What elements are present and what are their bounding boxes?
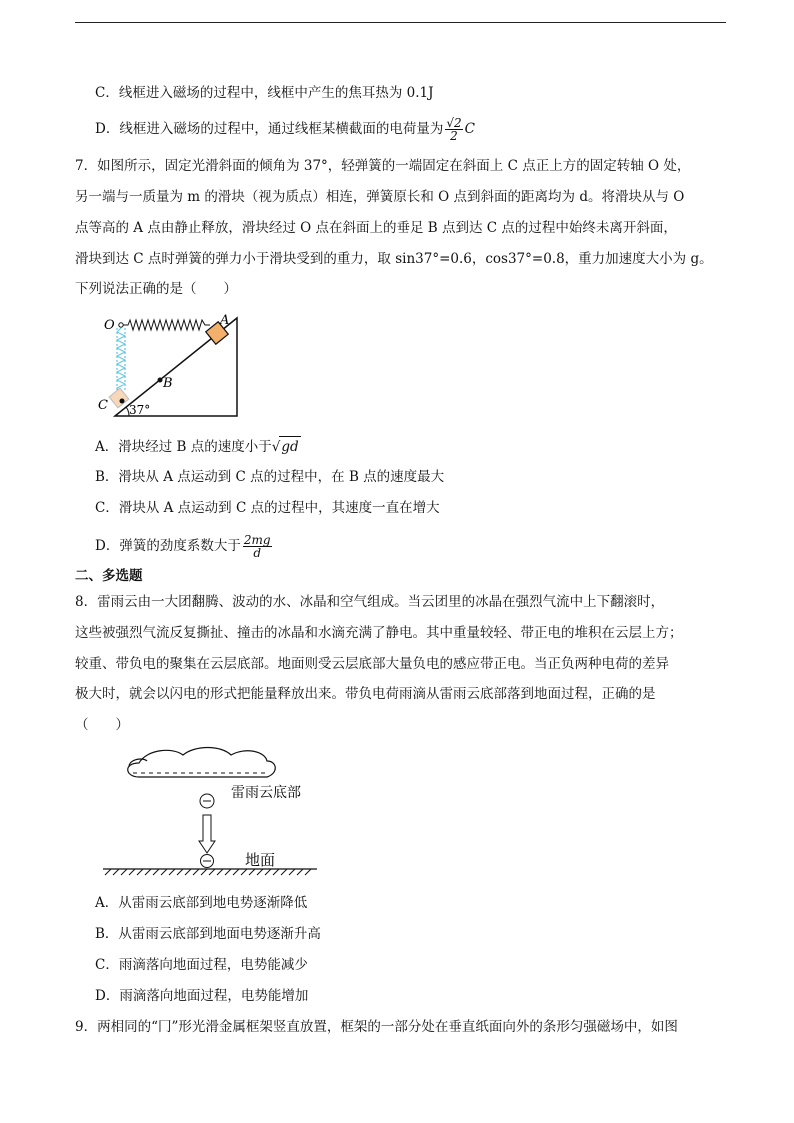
unit-symbol: C [464, 121, 475, 137]
q7-option-d-text: D．弹簧的劲度系数大于 [95, 538, 241, 554]
label-a: A [220, 313, 230, 328]
pivot-o [119, 323, 123, 327]
q8-stem-line-1: 8．雷雨云由一大团翻腾、波动的水、冰晶和空气组成。当云团里的冰晶在强烈气流中上下翻滚时， [75, 594, 665, 610]
q8-stem-line-4: 极大时，就会以闪电的形式把能量释放出来。带负电荷雨滴从雷雨云底部落到地面过程，正确的是 [75, 686, 656, 702]
fraction-denominator: d [253, 546, 262, 560]
q7-option-d-fraction [243, 534, 272, 559]
q8-stem-line-5: （ ） [75, 717, 129, 733]
label-o: O [104, 318, 115, 333]
fraction-denominator: 2 [450, 129, 458, 143]
q6-option-d-fraction [445, 117, 462, 142]
q7-incline-figure [95, 308, 255, 423]
q7-stem-line-1: 7．如图所示，固定光滑斜面的倾角为 37°，轻弹簧的一端固定在斜面上 C 点正上方的固定转轴 O 处， [75, 158, 691, 174]
section-title-multiple-choice: 二、多选题 [75, 568, 143, 584]
label-c: C [98, 398, 108, 413]
q7-stem-line-2: 另一端与一质量为 m 的滑块（视为质点）相连，弹簧原长和 O 点到斜面的距离均为 d。将滑块从与 O [75, 189, 685, 205]
q7-stem-line-3: 点等高的 A 点由静止释放，滑块经过 O 点在斜面上的垂足 B 点到达 C 点的过程中始终未离开斜面， [75, 220, 677, 236]
q8-cloud-figure [95, 745, 325, 880]
q8-option-c: C．雨滴落向地面过程，电势能减少 [95, 957, 308, 973]
q8-option-d: D．雨滴落向地面过程，电势能增加 [95, 988, 309, 1004]
q7-option-d [95, 534, 274, 559]
fall-arrow-icon [199, 815, 215, 853]
q6-option-d [95, 117, 475, 142]
q7-option-a [95, 436, 301, 457]
ground-hatching [105, 869, 311, 875]
q7-option-c: C．滑块从 A 点运动到 C 点的过程中，其速度一直在增大 [95, 500, 440, 516]
ground-label: 地面 [245, 851, 276, 869]
q9-stem-line-1: 9．两相同的“冂”形光滑金属框架竖直放置，框架的一部分处在垂直纸面向外的条形匀强磁场中，如图 [75, 1019, 678, 1035]
q8-option-b: B．从雷雨云底部到地面电势逐渐升高 [95, 926, 321, 942]
cloud-bottom-label: 雷雨云底部 [231, 785, 301, 801]
angle-label: 37° [129, 403, 151, 417]
q8-option-a: A．从雷雨云底部到地电势逐渐降低 [95, 895, 308, 911]
q6-option-c: C．线框进入磁场的过程中，线框中产生的焦耳热为 0.1J [95, 85, 434, 101]
radicand: gd [279, 436, 300, 457]
q7-stem-line-4: 滑块到达 C 点时弹簧的弹力小于滑块受到的重力，取 sin37°=0.6，cos37°=0.8，重力加速度大小为 g。 [75, 251, 713, 267]
q7-option-a-sqrt: √gd [272, 439, 301, 455]
point-b [158, 378, 163, 383]
block-at-c [109, 388, 129, 408]
q8-stem-line-2: 这些被强烈气流反复撕扯、撞击的冰晶和水滴充满了静电。其中重量较轻、带正电的堆积在云层上方； [75, 625, 683, 641]
label-b: B [163, 376, 173, 391]
spring-vertical-dashed [117, 328, 125, 392]
fraction-numerator: √2 [446, 116, 462, 130]
q7-option-b: B．滑块从 A 点运动到 C 点的过程中，在 B 点的速度最大 [95, 469, 445, 485]
q7-stem-line-5: 下列说法正确的是（ ） [75, 281, 237, 297]
q6-option-d-text: D．线框进入磁场的过程中，通过线框某横截面的电荷量为 [95, 121, 444, 137]
q8-stem-line-3: 较重、带负电的聚集在云层底部。地面则受云层底部大量负电的感应带正电。当正负两种电荷的差异 [75, 656, 669, 672]
fraction-numerator: 2mg [243, 533, 271, 547]
q7-option-a-text: A．滑块经过 B 点的速度小于 [95, 439, 272, 455]
header-rule [75, 22, 726, 23]
spring-horizontal [123, 320, 210, 330]
point-c [120, 399, 125, 404]
